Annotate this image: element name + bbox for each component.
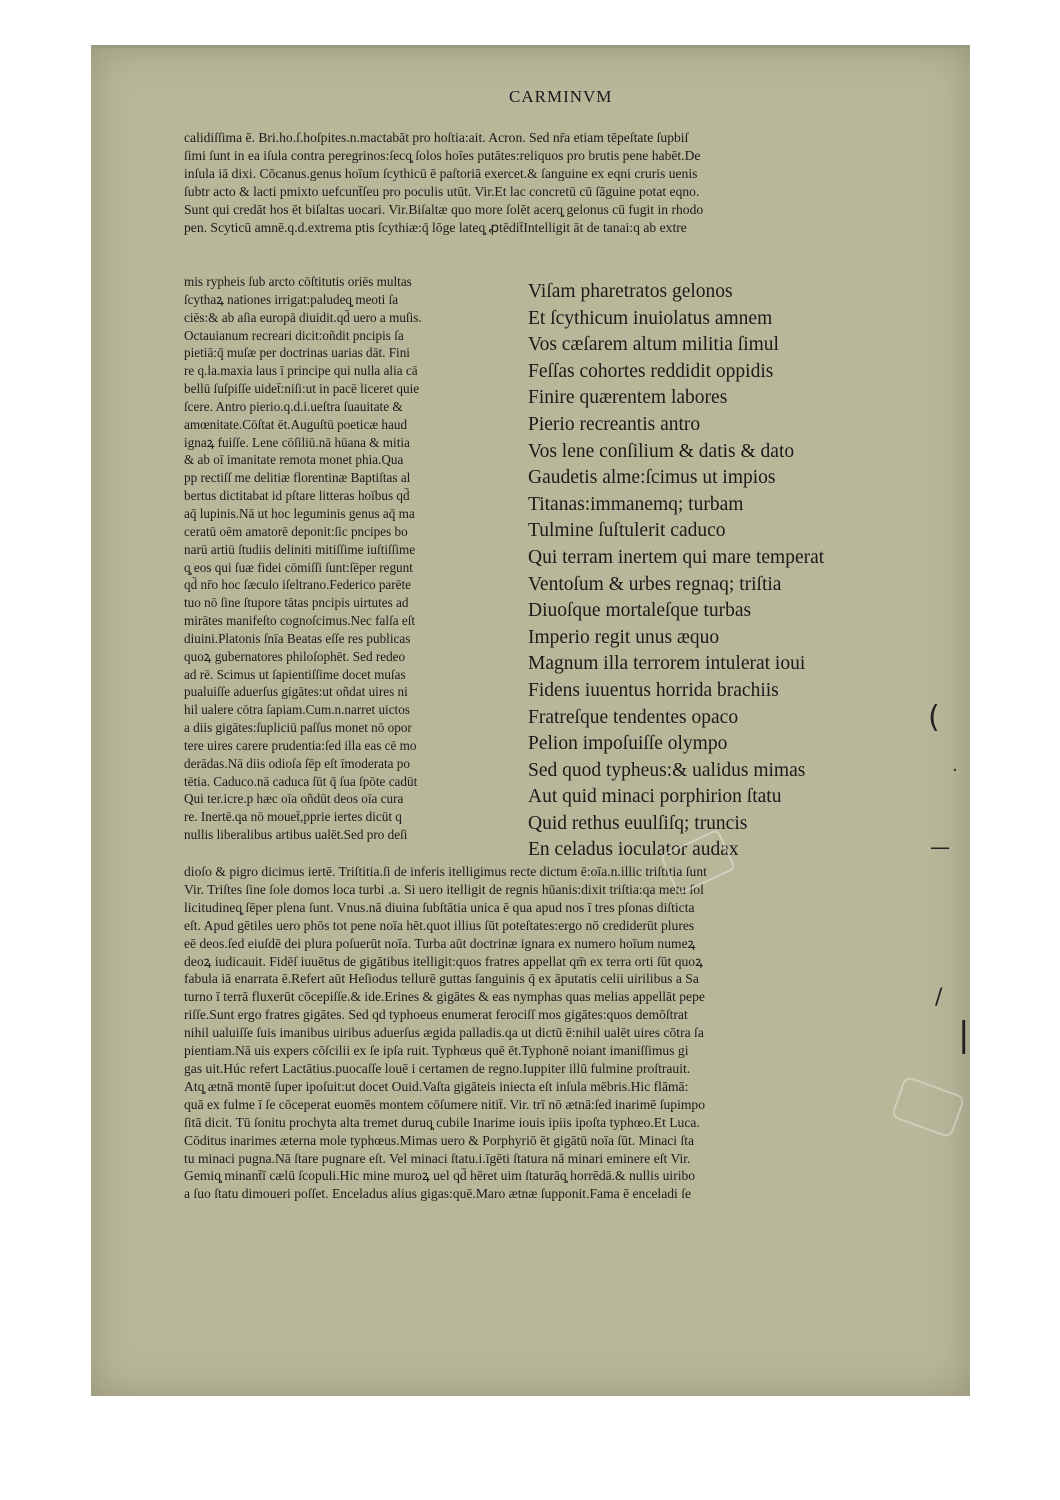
commentary-line: Cōditus inarimes æterna mole typhœus.Mimas uero & Porphyriō ēt gigātū noīa ſūt. Minaci ſta: [184, 1132, 695, 1148]
commentary-line: Qui ter.icre.p hæc oīa oñdūt deos oīa cura: [184, 791, 404, 807]
commentary-line: calidiſſima ē. Bri.ho.ſ.hoſpites.n.mactabāt pro hoſtia:ait. Acron. Sed nr̄a etiam tēpeſtate ſupbiſ: [184, 130, 689, 145]
commentary-line: tu minaci pugna.Nā ſtare pugnare eſt. Vel minaci ſtatu.i.īgēti ſtatura nā minari eminere eſt Vir.: [184, 1150, 691, 1166]
commentary-line: ignaꝝ fuiſſe. Lene cōſiliū.nā hūana & mitia: [184, 434, 410, 450]
commentary-line: & ab oī imanitate remota monet phia.Qua: [184, 452, 404, 468]
commentary-line: amœnitate.Cōſtat ēt.Auguſtū poeticæ haud: [184, 416, 408, 432]
verse-line: Aut quid minaci porphirion ſtatu: [528, 786, 782, 808]
commentary-line: fabula iā enarrata ē.Refert aūt Heſiodus tellurē guttas ſanguinis q̄ ex āputatis celii uirilibus a Sa: [184, 971, 699, 987]
commentary-line: quā ex fulme ī ſe cōceperat euomēs montem cōſumere nitit̄. Vir. trī nō ætnā:ſed inarimē ſupimpo: [184, 1096, 706, 1112]
verse-line: Vos cæſarem altum militia ſimul: [528, 334, 779, 356]
commentary-line: Atq̧ ætnā montē ſuper ipoſuit:ut docet Ouid.Vaſta gigāteis iniecta eſt inſula mēbris.Hic flāmā:: [184, 1078, 689, 1094]
commentary-line: aq̄ lupinis.Nā ut hoc leguminis genus aq̄ ma: [184, 505, 415, 521]
commentary-line: pientiam.Nā uis expers cōſcilii ex ſe ipſa ruit. Typhœus quē ēt.Typhonē noiant imaniſſimus gi: [184, 1043, 689, 1059]
commentary-line: quoꝝ gubernatores philoſophēt. Sed redeo: [184, 648, 406, 664]
margin-tick-mark: /: [935, 985, 943, 1010]
commentary-bottom: [184, 863, 924, 1203]
verse-line: Fratreſque tendentes opaco: [528, 706, 739, 728]
commentary-line: Octauianum recreari dicit:oñdit pncipis ſa: [184, 327, 404, 343]
commentary-line: eſt. Apud gētiles uero phōs tot pene noīa hēt.quot illius ſūt poteſtates:ergo nō crediderūt plures: [184, 917, 695, 933]
commentary-line: mirātes manifeſto cognoſcimus.Nec falſa eſt: [184, 613, 416, 629]
book-page: [91, 45, 970, 1396]
verse-line: Vos lene conſilium & datis & dato: [528, 440, 795, 462]
commentary-line: pen. Scyticū amnē.q.d.extrema ptis ſcythiæ:q̄ lōge lateq̧ ꝓtēdit̄Intelligit āt de tanai:q ab extre: [184, 219, 687, 235]
commentary-line: nullis liberalibus artibus ualēt.Sed pro deſi: [184, 827, 408, 843]
commentary-line: tuo nō ſine ſtupore tātas pncipis uirtutes ad: [184, 595, 409, 611]
commentary-line: licitudineq̧ ſēper plena ſunt. Vnus.nā diuina ſubſtātia unica ē qua apud nos ī tres pſonas diſticta: [184, 899, 695, 915]
commentary-line: ſcere. Antro pierio.q.d.i.ueſtra ſuauitate &: [184, 398, 403, 414]
ode-verses: [528, 279, 908, 864]
verse-line: Qui terram inertem qui mare temperat: [528, 546, 825, 568]
verse-line: Gaudetis alme:ſcimus ut impios: [528, 467, 776, 489]
commentary-line: a ſuo ſtatu dimoueri poſſet. Enceladus alius gigas:quē.Maro ætnæ ſupponit.Fama ē enceladi ſe: [184, 1186, 692, 1202]
verse-line: Feſſas cohortes reddidit oppidis: [528, 360, 774, 382]
commentary-line: q̧ eos qui ſuæ fidei cōmiſſi ſunt:ſēper regunt: [184, 559, 413, 575]
commentary-line: dioſo & pigro dicimus iertē. Triſtitia.ſi de inferis itelligimus recte dictum ē:oīa.n.illic triſtitia ſunt: [184, 864, 707, 879]
verse-line: Pelion impoſuiſſe olympo: [528, 733, 728, 755]
commentary-line: ciēs:& ab aſia europā diuidit.qd̄ uero a muſis.: [184, 309, 422, 325]
verse-line: Finire quærentem labores: [528, 387, 728, 409]
commentary-line: Gemiq̧ minant̄ī cælū ſcopuli.Hic mine muroꝝ uel qd̄ hēret uim ſtaturāq̧ horrēdā.& nullis uiribo: [184, 1168, 696, 1184]
commentary-line: Sunt qui credāt hos ēt biſaltas uocari. Vir.Biſaltæ quo more ſolēt acerq̧ gelonus cū fugit in rhodo: [184, 201, 704, 217]
commentary-line: tere uires carere prudentia:ſed illa eas cē mo: [184, 737, 417, 753]
commentary-line: ad rē. Scimus ut ſapientiſſime docet muſas: [184, 666, 406, 682]
commentary-left-column: [184, 273, 514, 844]
verse-line: Titanas:immanemq; turbam: [528, 493, 744, 515]
verse-line: Imperio regit unus æquo: [528, 626, 720, 648]
verse-line: Diuoſque mortaleſque turbas: [528, 600, 752, 622]
commentary-line: hil ualere cōtra ſapiam.Cum.n.narret uictos: [184, 702, 410, 718]
commentary-line: turno ī terrā fluxerūt cōcepiſſe.& ide.Erines & gigātes & eas nymphas quas melias appellāt pepe: [184, 989, 705, 1005]
commentary-line: ſitā dicit. Tū ſonitu prochyta alta tremet duruq̧ cubile Inarime iouis ipiis ipoſta typhœo.Et Luca.: [184, 1114, 700, 1130]
commentary-line: ſimi ſunt in ea iſula contra peregrinos:ſecq̧ ſolos hoīes putātes:reliquos pro brutis pene habēt.De: [184, 147, 701, 163]
verse-line: Ventoſum & urbes regnaq; triſtia: [528, 573, 782, 595]
commentary-line: Vir. Triſtes ſine ſole domos loca turbi .a. Si uero itelligit de regnis hūanis:dixit triſtia:qa metu ſol: [184, 881, 704, 897]
commentary-line: bertus dictitabat id pſtare litteras hoībus qd̄: [184, 488, 410, 504]
commentary-line: deoꝝ iudicauit. Fidēſ iuuētus de gigātibus itelligit:quos fratres appellat qm̄ ex terra orti ſūt quoꝝ: [184, 953, 703, 969]
commentary-line: re q.la.maxia laus ī principe qui nulla alia cā: [184, 363, 418, 379]
commentary-line: tētia. Caduco.nā caduca ſūt q̄ ſua ſpōte cadūt: [184, 773, 418, 789]
verse-line: Fidens iuuentus horrida brachiis: [528, 679, 779, 701]
commentary-line: ceratū oēm amatorē deponit:ſic pncipes bo: [184, 523, 408, 539]
commentary-line: re. Inertē.qa nō mouet̄,pprie iertes dicūt q: [184, 809, 402, 825]
commentary-line: nihil ualuiſſe ſuis imanibus uiribus aduerſus ægida palladis.qa ut dictū ē:nihil ualēt uires cōtra ſa: [184, 1025, 704, 1041]
commentary-line: qd̄ nr̄o hoc ſæculo iſeltrano.Federico parēte: [184, 577, 412, 593]
verse-line: Tulmine ſuſtulerit caduco: [528, 520, 726, 542]
verse-line: En celadus ioculator audax: [528, 839, 739, 861]
commentary-line: inſula iā dixi. Cōcanus.genus hoīum ſcythicū ē paſtoriā exercet.& ſanguine ex eqni cruris uenis: [184, 165, 698, 181]
margin-dot-mark: ·: [952, 760, 958, 781]
verse-line: Viſam pharetratos gelonos: [528, 281, 733, 302]
commentary-line: pualuiſſe aduerſus gigātes:ut oñdat uires ni: [184, 684, 408, 700]
verse-line: Et ſcythicum inuiolatus amnem: [528, 307, 773, 329]
commentary-line: pp rectiſſ me delitiæ florentinæ Baptiſtas al: [184, 470, 411, 486]
commentary-line: a diis gigātes:ſupliciū paſſus monet nō opor: [184, 720, 412, 736]
verse-line: Quid rethus euulſiſq; truncis: [528, 812, 748, 834]
commentary-line: ſcythaꝝ nationes irrigat:paludeq̧ meoti ſa: [184, 291, 399, 307]
commentary-line: derādas.Nā diis odioſa ſēp eſt īmoderata po: [184, 755, 410, 771]
commentary-line: narū artiū ſtudiis deliniti mitiſſime iuſtiſſime: [184, 541, 416, 557]
commentary-line: bellū ſuſpiſſe uidet̄:niſi:ut in pacē liceret quie: [184, 381, 420, 397]
commentary-line: mis rypheis ſub arcto cōſtitutis oriēs multas: [184, 274, 412, 289]
page-top-edge: [91, 45, 970, 48]
margin-line-mark: |: [958, 1015, 970, 1055]
margin-bracket-mark: (: [928, 700, 940, 735]
commentary-line: riſſe.Sunt ergo fratres gigātes. Sed qd typhoeus enumerat ferociſſ mos gigātes:quos demōſtrat: [184, 1007, 688, 1023]
commentary-top: [184, 129, 924, 236]
commentary-line: ſubtr acto & lacti pmixto uefcunt̄ſeu pro poculis utūt. Vir.Et lac concretū cū ſāguine potat eqno.: [184, 183, 700, 199]
verse-line: Magnum illa terrorem intulerat ioui: [528, 653, 806, 675]
verse-line: Sed quod typheus:& ualidus mimas: [528, 759, 806, 781]
commentary-line: diuini.Platonis ſnīa Beatas eſſe res publicas: [184, 630, 411, 646]
verse-line: Pierio recreantis antro: [528, 413, 701, 435]
margin-dash-mark: —: [930, 835, 950, 859]
commentary-line: eē deos.ſed eiuſdē dei plura poſuerūt noīa. Turba aūt doctrinæ ignara ex numero hoīum numeꝝ: [184, 935, 696, 951]
commentary-line: pietiā:q̄ muſæ per doctrinas uarias dāt. Fini: [184, 345, 410, 361]
running-head: CARMINVM: [509, 87, 613, 106]
commentary-line: gas uit.Húc refert Lactātius.puocaſſe louē i certamen de regno.Iuppiter illū fulmine proſtrauit.: [184, 1060, 691, 1076]
